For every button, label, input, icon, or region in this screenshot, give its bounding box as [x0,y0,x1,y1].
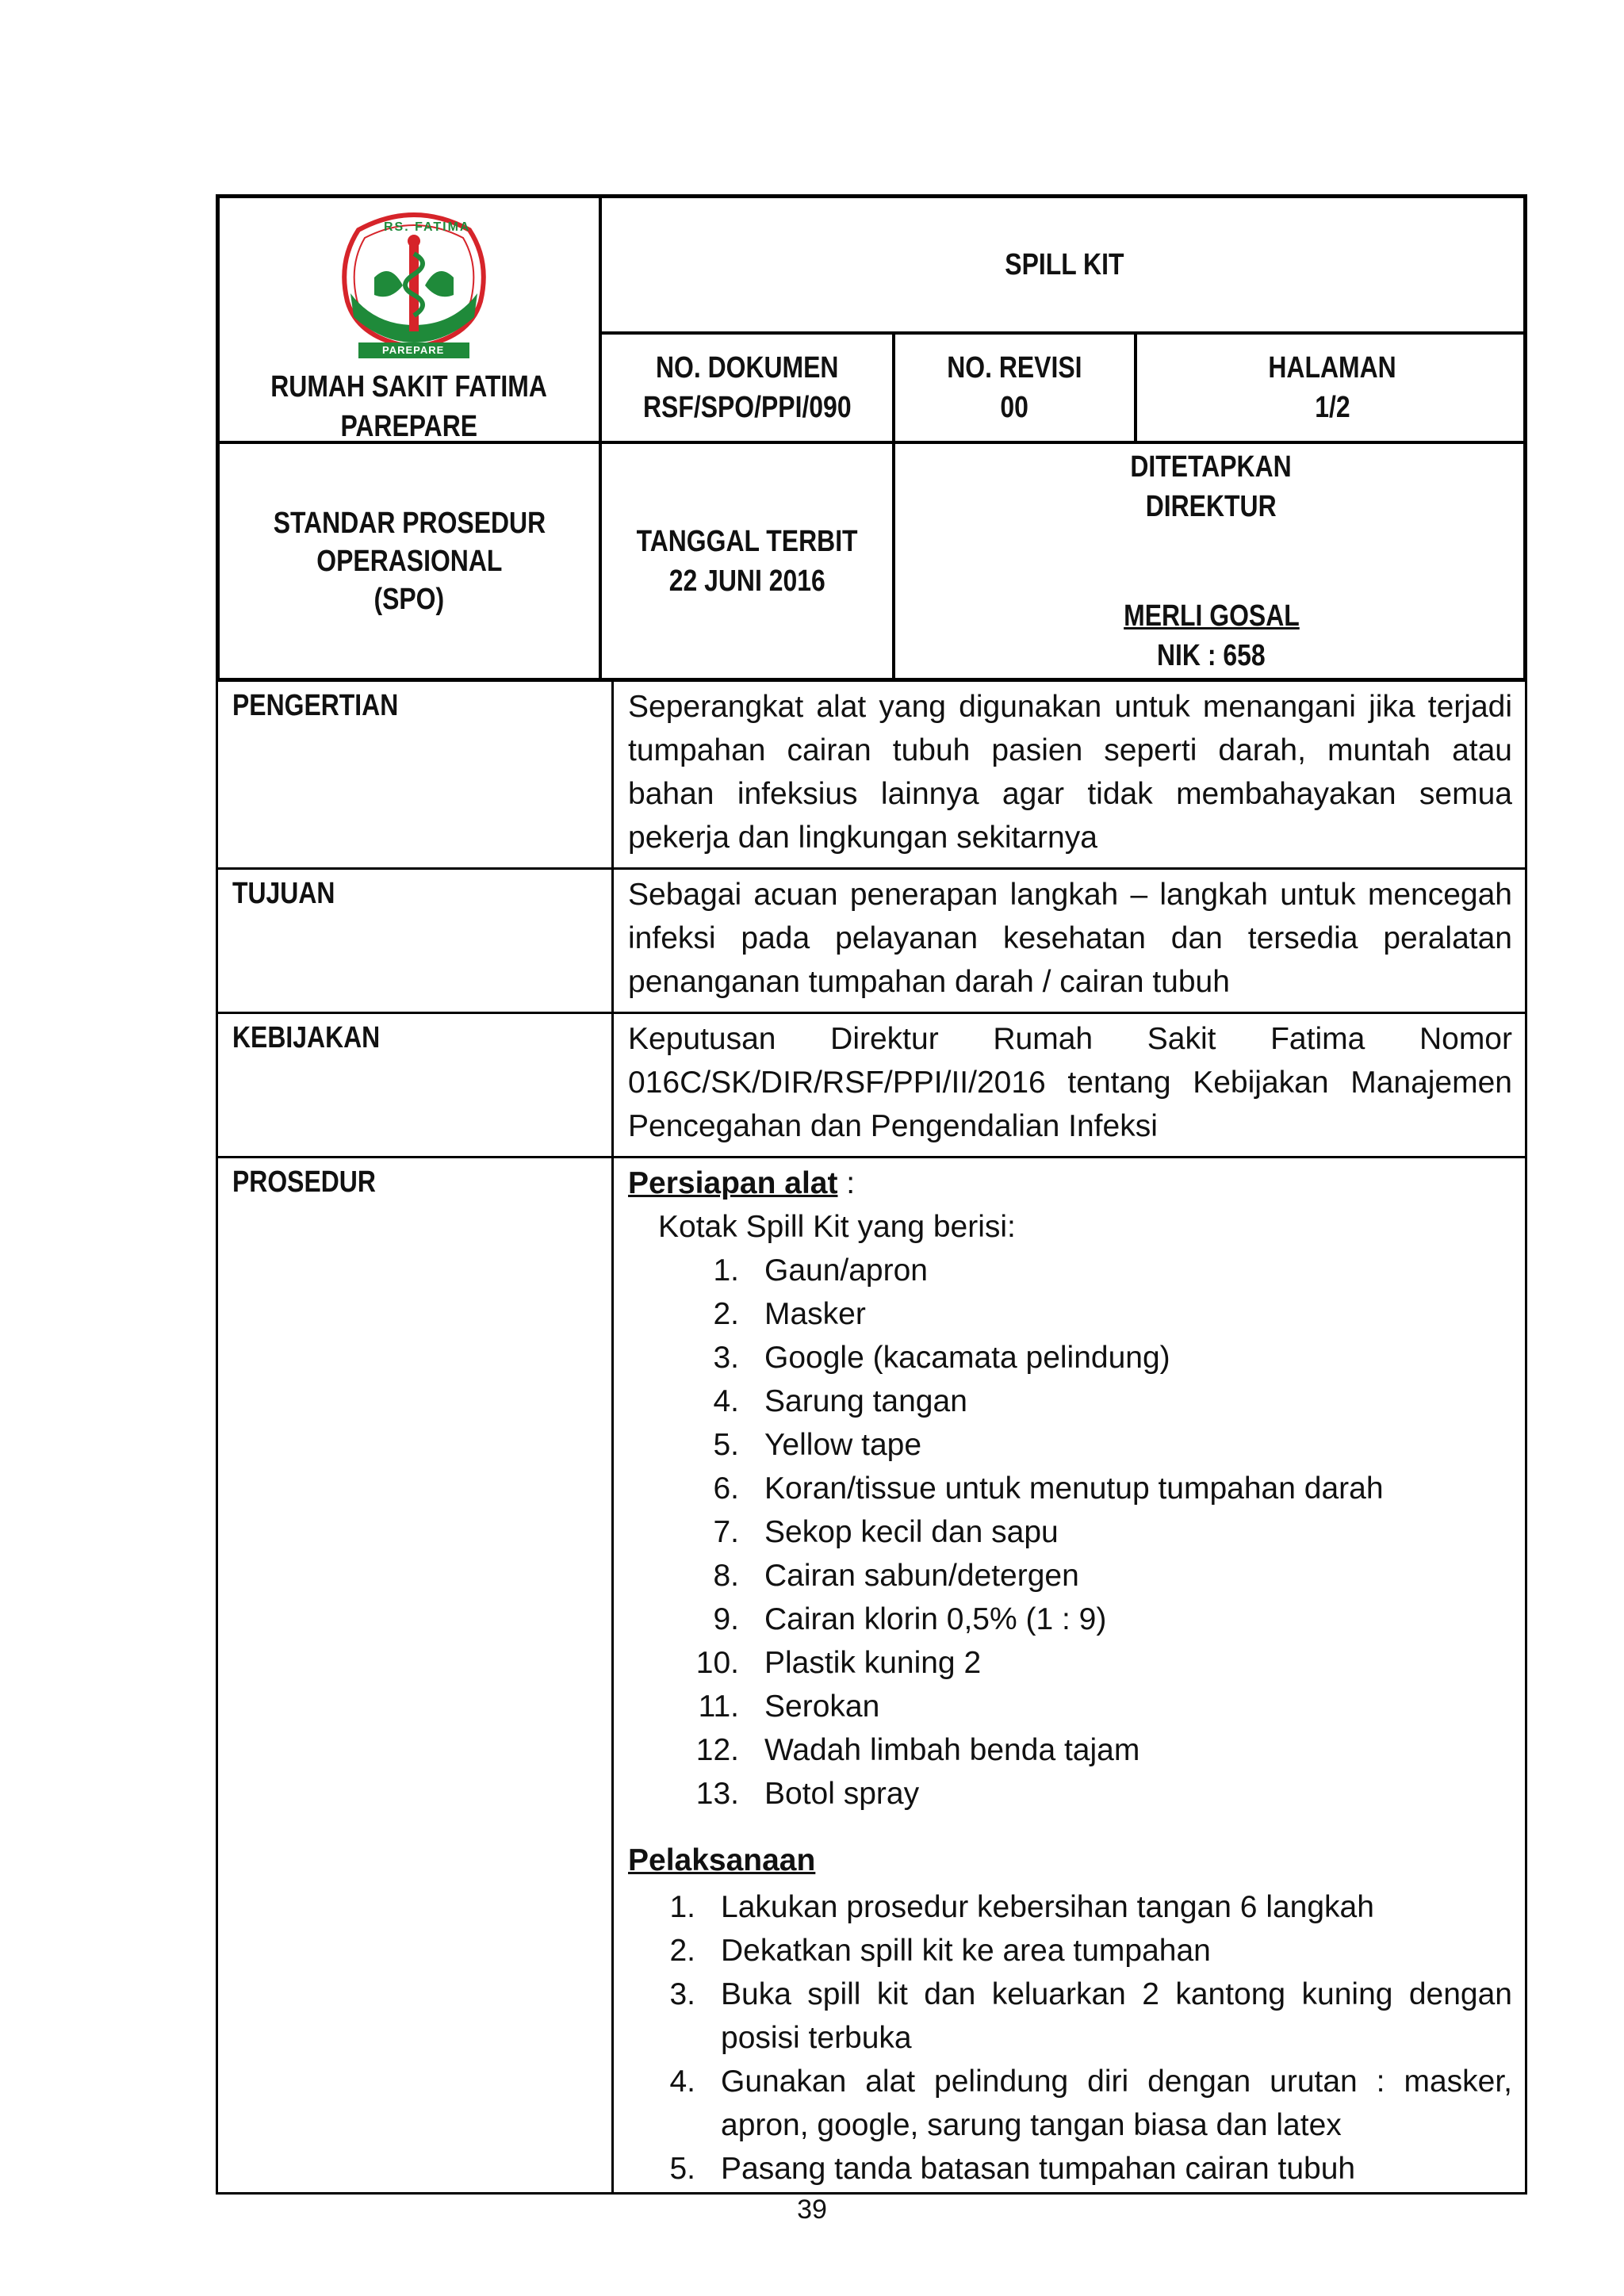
procedure-step-text: Dekatkan spill kit ke area tumpahan [721,1934,1211,1968]
approved-line1: DITETAPKAN [1130,450,1293,484]
equipment-item-text: Masker [764,1297,866,1331]
equipment-item-text: Sarung tangan [764,1384,967,1418]
persiapan-colon: : [837,1166,856,1200]
equipment-item-text: Botol spray [764,1777,920,1811]
issue-date-label: TANGGAL TERBIT [636,524,858,558]
equipment-item-number: 2. [713,1297,739,1331]
row-prosedur [217,1158,1526,2194]
procedure-step-text: Lakukan prosedur kebersihan tangan 6 langkah [721,1890,1374,1924]
equipment-item-number: 10. [695,1646,739,1680]
equipment-item [628,1292,1512,1336]
equipment-item-text: Wadah limbah benda tajam [764,1733,1140,1767]
equipment-item-text: Yellow tape [764,1428,922,1462]
director-nik: NIK : 658 [1157,639,1266,672]
equipment-item [628,1598,1512,1641]
approved-line2: DIREKTUR [1146,490,1277,523]
document-title-cell [602,198,1527,331]
equipment-item [628,1380,1512,1423]
kotak-intro: Kotak Spill Kit yang berisi: [658,1210,1016,1244]
revision-label: NO. REVISI [947,351,1082,385]
page-value: 1/2 [1314,391,1350,424]
equipment-item-number: 1. [713,1253,739,1288]
procedure-step-text: Pasang tanda batasan tumpahan cairan tubuh [721,2152,1356,2186]
equipment-item-number: 5. [713,1428,739,1462]
spo-title-line2: OPERASIONAL [316,544,503,578]
spo-title-line1: STANDAR PROSEDUR [273,506,546,540]
equipment-item [628,1554,1512,1598]
equipment-item-text: Sekop kecil dan sapu [764,1515,1059,1549]
procedure-step [628,1929,1512,1973]
equipment-item-number: 12. [695,1733,739,1767]
pelaksanaan-title: Pelaksanaan [628,1843,816,1877]
equipment-item-number: 3. [713,1341,739,1375]
procedure-step-number: 1. [669,1890,695,1924]
procedure-step [628,1973,1512,2060]
content-table [216,678,1527,2195]
revision-value: 00 [1000,391,1029,424]
equipment-item [628,1249,1512,1292]
hospital-name-line2: PAREPARE [340,410,478,443]
hospital-name-line1: RUMAH SAKIT FATIMA [270,370,548,404]
page-cell [1137,335,1527,441]
procedure-step-text: Buka spill kit dan keluarkan 2 kantong kuning dengan posisi terbuka [721,1977,1512,2055]
document-title: SPILL KIT [1005,248,1124,281]
text-kebijakan: Keputusan Direktur Rumah Sakit Fatima Nomor 016C/SK/DIR/RSF/PPI/II/2016 tentang Kebijakan Manajemen Pencegahan dan Pengendalian Infeksi [613,1013,1526,1158]
hospital-name [220,371,599,442]
doc-number-cell [602,335,892,441]
persiapan-heading [628,1161,1512,1205]
label-pengertian: PENGERTIAN [217,680,613,869]
equipment-item-number: 11. [698,1689,739,1724]
equipment-item-number: 7. [713,1515,739,1549]
equipment-list [628,1249,1512,1816]
equipment-item-number: 9. [713,1602,739,1636]
revision-cell [895,335,1134,441]
doc-number-value: RSF/SPO/PPI/090 [642,391,852,424]
equipment-item [628,1467,1512,1510]
logo-text-bottom: PAREPARE [382,344,445,356]
text-tujuan: Sebagai acuan penerapan langkah – langkah untuk mencegah infeksi pada pelayanan kesehatan dan tersedia peralatan penanganan tumpahan darah / cairan tubuh [613,869,1526,1013]
equipment-item-text: Plastik kuning 2 [764,1646,982,1680]
procedure-step-number: 4. [669,2064,695,2099]
procedure-step [628,2147,1512,2191]
sop-document [216,194,1527,2195]
spo-title-line3: (SPO) [373,582,445,616]
equipment-item [628,1336,1512,1380]
equipment-item [628,1772,1512,1816]
document-header [216,194,1527,678]
equipment-item-text: Google (kacamata pelindung) [764,1341,1170,1375]
persiapan-title: Persiapan alat [628,1166,838,1200]
equipment-item [628,1728,1512,1772]
equipment-item [628,1685,1512,1728]
row-kebijakan [217,1013,1526,1158]
label-kebijakan: KEBIJAKAN [217,1013,613,1158]
equipment-item-text: Cairan klorin 0,5% (1 : 9) [764,1602,1107,1636]
page-number: 39 [797,2195,827,2225]
equipment-item [628,1641,1512,1685]
procedure-step-number: 3. [669,1977,695,2011]
equipment-item-text: Koran/tissue untuk menutup tumpahan darah [764,1471,1384,1506]
doc-number-label: NO. DOKUMEN [655,351,839,385]
procedure-step-number: 5. [669,2152,695,2186]
procedure-step-text: Gunakan alat pelindung diri dengan urutan : masker, apron, google, sarung tangan biasa dan latex [721,2064,1512,2142]
procedure-step [628,2060,1512,2147]
equipment-item-number: 6. [713,1471,739,1506]
label-tujuan: TUJUAN [217,869,613,1013]
steps-list [628,1885,1512,2191]
prosedur-content [613,1158,1526,2194]
procedure-step [628,1885,1512,1929]
equipment-item-number: 4. [713,1384,739,1418]
equipment-item [628,1510,1512,1554]
hospital-logo [327,206,501,362]
director-name: MERLI GOSAL [1123,599,1300,633]
equipment-item-number: 13. [695,1777,739,1811]
equipment-item-number: 8. [713,1559,739,1593]
issue-date-cell [602,444,892,678]
spo-title-cell [220,444,599,678]
equipment-item-text: Gaun/apron [764,1253,928,1288]
equipment-item [628,1423,1512,1467]
text-pengertian: Seperangkat alat yang digunakan untuk menangani jika terjadi tumpahan cairan tubuh pasien seperti darah, muntah atau bahan infeksius lainnya agar tidak membahayakan semua pekerja dan lingkungan sekitarnya [613,680,1526,869]
row-pengertian [217,680,1526,869]
row-tujuan [217,869,1526,1013]
equipment-item-text: Cairan sabun/detergen [764,1559,1079,1593]
procedure-step-number: 2. [669,1934,695,1968]
logo-text-top: RS. FATIMA [384,220,471,234]
issue-date-value: 22 JUNI 2016 [668,564,825,598]
page-label: HALAMAN [1268,351,1396,385]
pelaksanaan-heading [628,1836,1512,1885]
approval-cell [895,444,1527,678]
label-prosedur: PROSEDUR [217,1158,613,2194]
equipment-item-text: Serokan [764,1689,880,1724]
